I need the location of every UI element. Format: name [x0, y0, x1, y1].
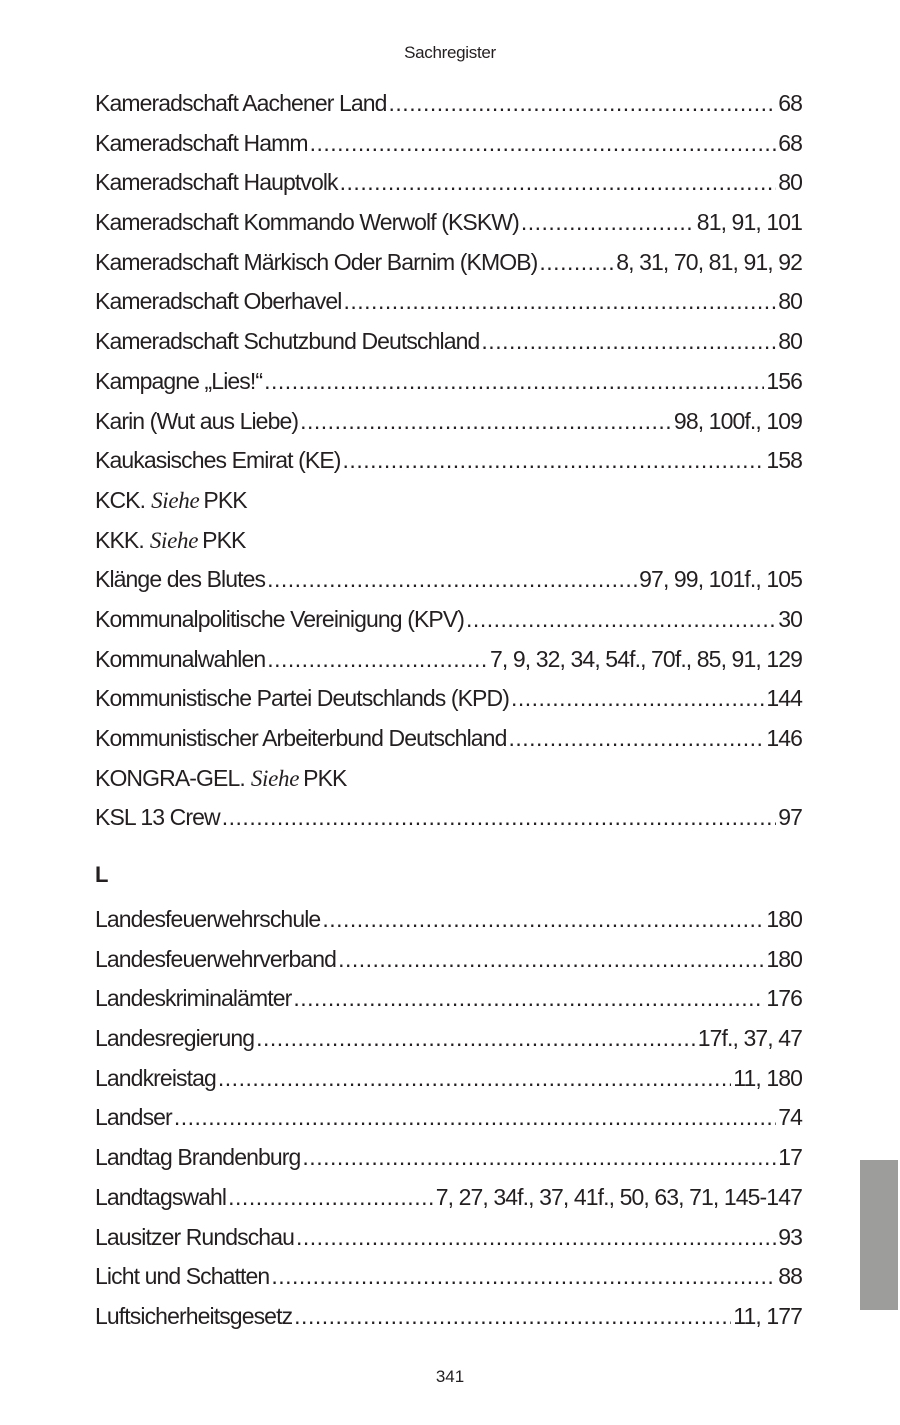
entry-term: Landeskriminalämter: [95, 985, 292, 1012]
dot-leader: [511, 685, 764, 712]
index-entry: [95, 527, 802, 567]
dot-leader: [174, 1104, 776, 1131]
dot-leader: [338, 946, 764, 973]
index-entry: [95, 209, 802, 249]
index-entry: [95, 1224, 802, 1264]
dot-leader: [271, 1263, 776, 1290]
entry-term: Kommunistische Partei Deutschlands (KPD): [95, 685, 509, 712]
entry-pages: 88: [778, 1263, 802, 1290]
entry-term: Kameradschaft Aachener Land: [95, 90, 387, 116]
see-target: PKK: [303, 764, 347, 791]
entry-pages: 8, 31, 70, 81, 91, 92: [616, 248, 802, 275]
dot-leader: [294, 1303, 731, 1330]
dot-leader: [481, 328, 776, 355]
entry-term: Kommunalwahlen: [95, 645, 266, 672]
entry-pages: 97, 99, 101f., 105: [639, 566, 802, 593]
section-letter: L: [95, 862, 109, 887]
entry-pages: 81, 91, 101: [696, 209, 802, 236]
index-section-k: [95, 90, 802, 844]
entry-term: Kaukasisches Emirat (KE): [95, 447, 341, 474]
page-number: 341: [435, 1367, 465, 1386]
dot-leader: [267, 646, 488, 673]
dot-leader: [508, 725, 764, 752]
entry-term: KKK.: [95, 526, 144, 553]
entry-term: Kameradschaft Hauptvolk: [95, 169, 338, 196]
entry-term: Kameradschaft Hamm: [95, 129, 308, 156]
dot-leader: [389, 90, 777, 117]
dot-leader: [218, 1065, 731, 1092]
entry-term: Landesregierung: [95, 1025, 255, 1052]
entry-term: Kommunistischer Arbeiterbund Deutschland: [95, 725, 507, 751]
entry-pages: 80: [778, 169, 802, 196]
entry-term: Lausitzer Rundschau: [95, 1223, 294, 1250]
see-label: Siehe: [151, 487, 200, 513]
index-entry: [95, 169, 802, 209]
entry-term: Landesfeuerwehrverband: [95, 945, 337, 972]
dot-leader: [521, 209, 695, 236]
entry-pages: 68: [778, 129, 802, 156]
entry-pages: 180: [766, 906, 802, 932]
index-entry: [95, 646, 802, 686]
dot-leader: [310, 130, 777, 157]
entry-term: Kampagne „Lies!“: [95, 367, 263, 394]
index-entry: [95, 408, 802, 448]
entry-term: Licht und Schatten: [95, 1263, 270, 1290]
entry-term: Kommunalpolitische Vereinigung (KPV): [95, 605, 465, 632]
entry-pages: 80: [778, 288, 802, 315]
index-entry: [95, 906, 802, 946]
thumb-index-tab: [860, 1160, 898, 1310]
index-section-l: [95, 906, 802, 1343]
index-entry: [95, 447, 802, 487]
index-entry: [95, 765, 802, 805]
entry-pages: 68: [778, 90, 802, 116]
entry-term: Kameradschaft Schutzbund Deutschland: [95, 328, 480, 355]
entry-pages: 146: [766, 725, 802, 751]
dot-leader: [344, 288, 777, 315]
index-entry: [95, 1025, 802, 1065]
index-entry: [95, 1144, 802, 1184]
dot-leader: [343, 447, 765, 474]
index-entry: [95, 1184, 802, 1224]
see-label: Siehe: [250, 765, 300, 791]
dot-leader: [228, 1184, 434, 1211]
entry-pages: 11, 180: [733, 1064, 802, 1091]
index-entry: [95, 368, 802, 408]
entry-pages: 7, 27, 34f., 37, 41f., 50, 63, 71, 145-147: [435, 1183, 802, 1210]
entry-pages: 158: [766, 447, 802, 474]
index-entry: [95, 804, 802, 844]
entry-term: Landser: [95, 1104, 172, 1131]
entry-pages: 17: [778, 1144, 802, 1171]
index-entry: [95, 946, 802, 986]
index-entry: [95, 130, 802, 170]
index-entry: [95, 1263, 802, 1303]
entry-pages: 156: [766, 367, 802, 394]
running-head: Sachregister: [404, 43, 496, 62]
see-label: Siehe: [149, 527, 199, 553]
index-entry: [95, 90, 802, 130]
entry-pages: 144: [766, 685, 802, 712]
entry-pages: 17f., 37, 47: [697, 1025, 802, 1052]
entry-pages: 176: [766, 985, 802, 1012]
index-entry: [95, 985, 802, 1025]
index-entry: [95, 328, 802, 368]
index-entry: [95, 288, 802, 328]
index-entry: [95, 606, 802, 646]
entry-term: Kameradschaft Oberhavel: [95, 288, 342, 315]
entry-pages: 30: [778, 605, 802, 632]
dot-leader: [267, 566, 637, 593]
index-entry: [95, 1065, 802, 1105]
entry-pages: 7, 9, 32, 34, 54f., 70f., 85, 91, 129: [490, 645, 802, 672]
index-entry: [95, 1104, 802, 1144]
see-target: PKK: [202, 526, 246, 553]
see-target: PKK: [203, 486, 247, 513]
entry-term: Kameradschaft Märkisch Oder Barnim (KMOB): [95, 248, 538, 275]
entry-term: Landtagswahl: [95, 1183, 227, 1210]
dot-leader: [293, 985, 764, 1012]
dot-leader: [340, 169, 777, 196]
index-entry: [95, 249, 802, 289]
entry-term: Landkreistag: [95, 1064, 216, 1091]
entry-pages: 93: [778, 1223, 802, 1250]
entry-term: Landesfeuerwehrschule: [95, 906, 321, 932]
index-entry: [95, 1303, 802, 1343]
index-entry: [95, 685, 802, 725]
dot-leader: [296, 1224, 776, 1251]
dot-leader: [539, 249, 614, 276]
entry-term: Karin (Wut aus Liebe): [95, 407, 299, 434]
entry-term: KSL 13 Crew: [95, 804, 220, 831]
entry-term: Luftsicherheitsgesetz: [95, 1302, 293, 1329]
entry-pages: 11, 177: [733, 1302, 802, 1329]
entry-pages: 97: [778, 804, 802, 831]
entry-term: Klänge des Blutes: [95, 566, 266, 593]
entry-term: KONGRA-GEL.: [95, 764, 245, 791]
entry-term: KCK.: [95, 486, 146, 513]
dot-leader: [264, 368, 764, 395]
dot-leader: [466, 606, 776, 633]
entry-term: Kameradschaft Kommando Werwolf (KSKW): [95, 209, 519, 236]
index-entry: [95, 566, 802, 606]
dot-leader: [300, 408, 672, 435]
entry-pages: 80: [778, 328, 802, 355]
index-entry: [95, 487, 802, 527]
dot-leader: [256, 1025, 696, 1052]
entry-pages: 180: [766, 945, 802, 972]
entry-pages: 98, 100f., 109: [673, 407, 802, 434]
dot-leader: [322, 906, 764, 933]
dot-leader: [222, 804, 776, 831]
dot-leader: [302, 1144, 776, 1171]
index-entry: [95, 725, 802, 765]
entry-pages: 74: [778, 1104, 802, 1131]
entry-term: Landtag Brandenburg: [95, 1144, 301, 1171]
